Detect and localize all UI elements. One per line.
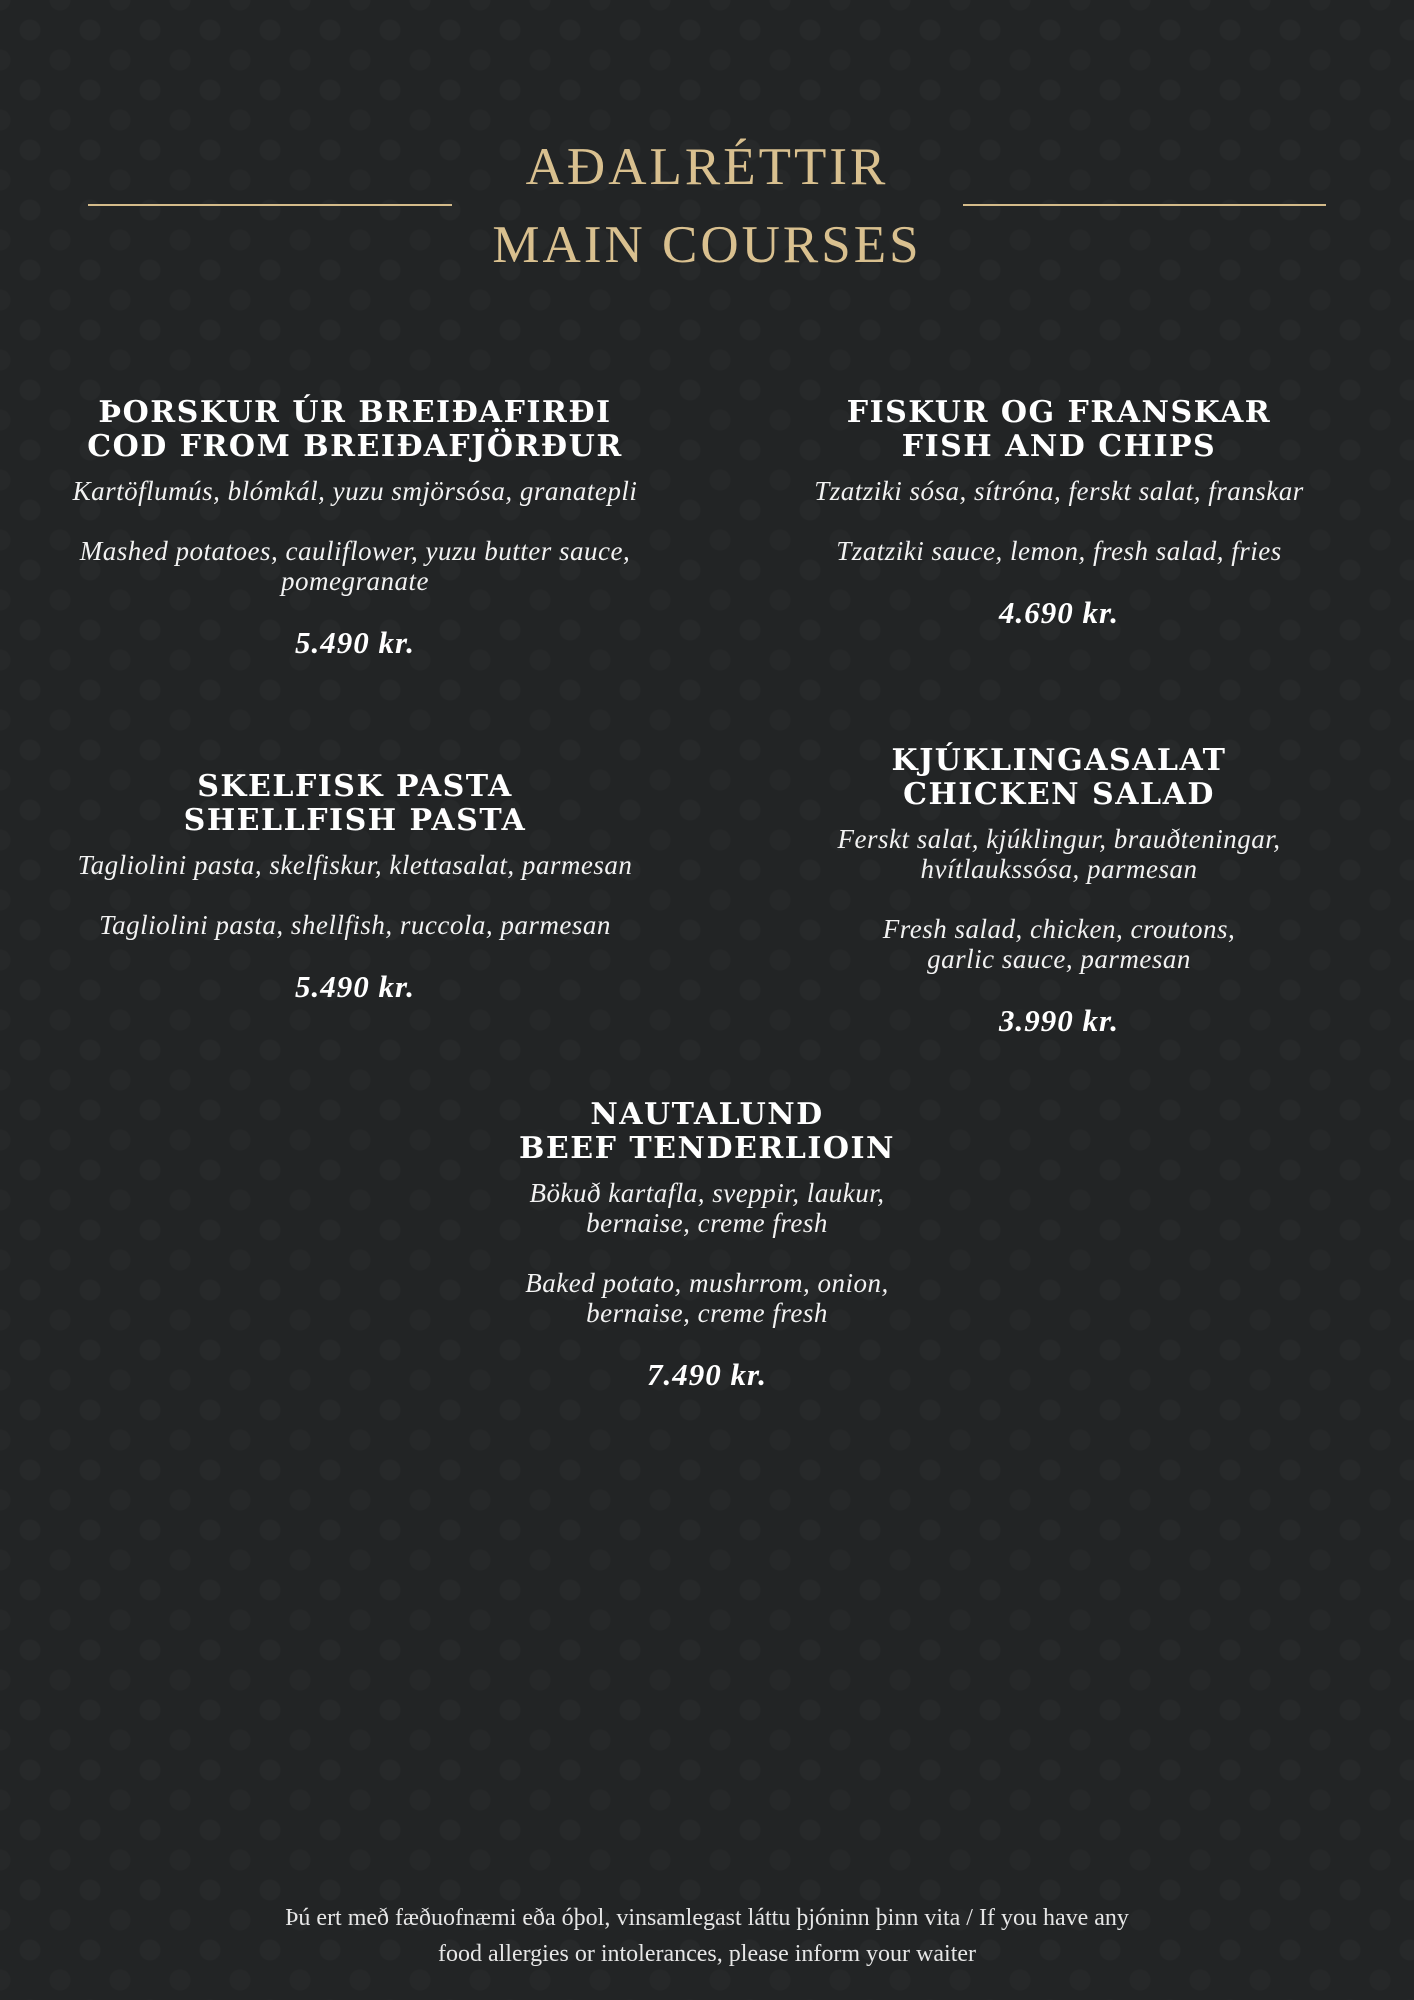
menu-item-fish-and-chips bbox=[744, 396, 1374, 630]
allergy-notice-line-1: Þú ert með fæðuofnæmi eða óþol, vinsamlegast láttu þjóninn þinn vita / If you have any bbox=[285, 1905, 1129, 1931]
item-price: 4.690 kr. bbox=[998, 595, 1120, 630]
item-description-is-line-2: bernaise, creme fresh bbox=[586, 1208, 828, 1238]
menu-item-shellfish-pasta bbox=[40, 770, 670, 1004]
item-name-en: FISH AND CHIPS bbox=[901, 429, 1217, 464]
item-description-is: Kartöflumús, blómkál, yuzu smjörsósa, granatepli bbox=[72, 476, 638, 506]
item-description-is bbox=[392, 1178, 1022, 1238]
item-price: 5.490 kr. bbox=[294, 625, 416, 660]
item-description-is bbox=[744, 824, 1374, 884]
item-name-en: BEEF TENDERLIOIN bbox=[519, 1131, 895, 1166]
item-description-is: Tzatziki sósa, sítróna, ferskt salat, franskar bbox=[814, 476, 1304, 506]
item-price: 5.490 kr. bbox=[294, 969, 416, 1004]
title-english: MAIN COURSES bbox=[492, 216, 922, 274]
item-name-is: SKELFISK PASTA bbox=[197, 769, 513, 804]
item-price: 7.490 kr. bbox=[646, 1357, 768, 1392]
item-description-en-line-1: Mashed potatoes, cauliflower, yuzu butter sauce, bbox=[79, 536, 631, 566]
allergy-notice-line-2: food allergies or intolerances, please inform your waiter bbox=[437, 1941, 977, 1967]
item-description-en bbox=[40, 536, 670, 596]
item-description-is-line-1: Bökuð kartafla, sveppir, laukur, bbox=[529, 1178, 885, 1208]
item-name-is: NAUTALUND bbox=[590, 1097, 824, 1132]
menu-item-cod bbox=[40, 396, 670, 660]
item-description-en: Tagliolini pasta, shellfish, ruccola, parmesan bbox=[99, 910, 611, 940]
item-price: 3.990 kr. bbox=[998, 1003, 1120, 1038]
allergy-notice bbox=[0, 1900, 1414, 1972]
item-description-en-line-2: garlic sauce, parmesan bbox=[927, 944, 1191, 974]
menu-item-chicken-salad bbox=[744, 744, 1374, 1038]
item-name-is: KJÚKLINGASALAT bbox=[891, 743, 1227, 778]
menu-item-beef-tenderloin bbox=[392, 1098, 1022, 1392]
item-description-en-line-2: pomegranate bbox=[281, 566, 429, 596]
item-description-en: Tzatziki sauce, lemon, fresh salad, fries bbox=[836, 536, 1282, 566]
item-description-is: Tagliolini pasta, skelfiskur, klettasalat, parmesan bbox=[77, 850, 633, 880]
item-description-en-line-1: Baked potato, mushrrom, onion, bbox=[525, 1268, 889, 1298]
item-name-en: SHELLFISH PASTA bbox=[183, 803, 527, 838]
item-name-is: ÞORSKUR ÚR BREIÐAFIRÐI bbox=[98, 395, 612, 430]
item-name-en: COD FROM BREIÐAFJÖRÐUR bbox=[87, 429, 623, 464]
menu-header bbox=[0, 128, 1414, 284]
item-name-is: FISKUR OG FRANSKAR bbox=[846, 395, 1272, 430]
item-description-en bbox=[392, 1268, 1022, 1328]
item-name-en: CHICKEN SALAD bbox=[903, 777, 1215, 812]
item-description-is-line-2: hvítlaukssósa, parmesan bbox=[920, 854, 1198, 884]
item-description-en-line-2: bernaise, creme fresh bbox=[586, 1298, 828, 1328]
item-description-en bbox=[744, 914, 1374, 974]
item-description-en-line-1: Fresh salad, chicken, croutons, bbox=[882, 914, 1236, 944]
title-icelandic: AÐALRÉTTIR bbox=[525, 138, 889, 196]
item-description-is-line-1: Ferskt salat, kjúklingur, brauðteningar, bbox=[837, 824, 1281, 854]
